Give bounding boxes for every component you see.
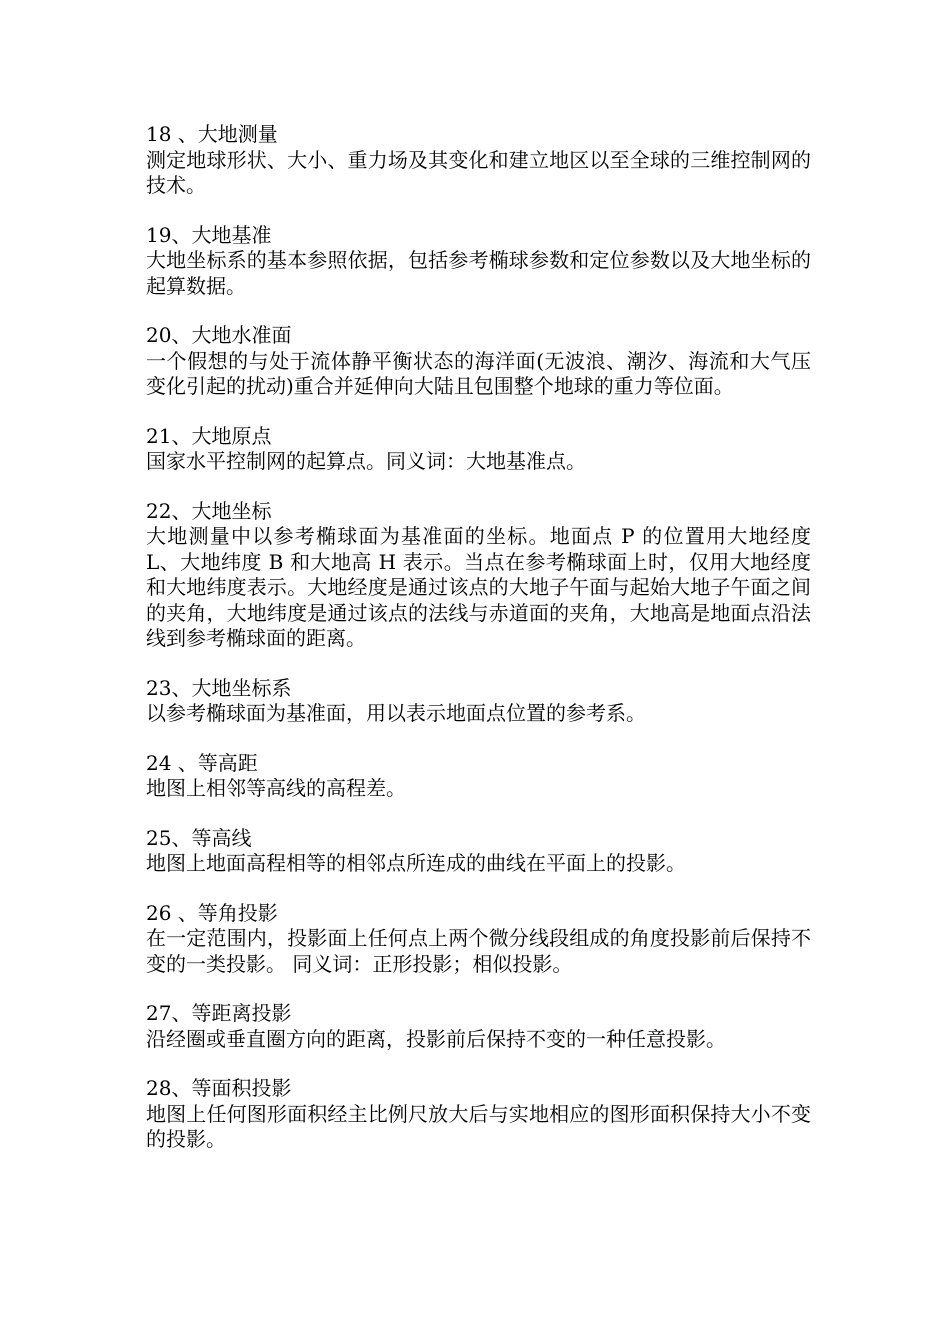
entry-definition: 地图上地面高程相等的相邻点所连成的曲线在平面上的投影。 — [146, 851, 686, 875]
entry-term: 23、大地坐标系 — [146, 675, 292, 700]
entry-definition: 大地坐标系的基本参照依据，包括参考椭球参数和定位参数以及大地坐标的起算数据。 — [146, 248, 811, 298]
glossary-entry — [146, 826, 811, 877]
entry-definition: 地图上任何图形面积经主比例尺放大后与实地相应的图形面积保持大小不变的投影。 — [146, 1101, 811, 1151]
entry-definition: 大地测量中以参考椭球面为基准面的坐标。地面点 P 的位置用大地经度 L、大地纬度 B 和大地高 H 表示。当点在参考椭球面上时，仅用大地经度和大地纬度表示。大地经度是通过该点的大地子午面与起始大地子午面之间的夹角，大地纬度是通过该点的法线与赤道面的夹角，大地高是地面点沿法线到参考椭球面的距离。 — [146, 524, 811, 650]
glossary-entry — [146, 1001, 811, 1052]
glossary-content — [146, 122, 811, 1177]
glossary-entry — [146, 499, 811, 652]
glossary-entry — [146, 1076, 811, 1153]
glossary-entry — [146, 901, 811, 978]
entry-term: 28、等面积投影 — [146, 1076, 292, 1100]
glossary-entry — [146, 751, 811, 802]
entry-definition: 在一定范围内，投影面上任何点上两个微分线段组成的角度投影前后保持不变的一类投影。 同义词：正形投影；相似投影。 — [146, 926, 811, 976]
entry-term: 22、大地坐标 — [146, 498, 272, 523]
entry-definition: 地图上相邻等高线的高程差。 — [146, 776, 406, 800]
glossary-entry — [146, 424, 811, 475]
entry-term: 25、等高线 — [146, 825, 252, 850]
entry-term: 18 、大地测量 — [146, 122, 278, 146]
entry-term: 27、等距离投影 — [146, 1001, 292, 1025]
entry-definition: 一个假想的与处于流体静平衡状态的海洋面(无波浪、潮汐、海流和大气压变化引起的扰动)重合并延伸向大陆且包围整个地球的重力等位面。 — [146, 348, 811, 398]
glossary-entry — [146, 122, 811, 199]
entry-definition: 以参考椭球面为基准面，用以表示地面点位置的参考系。 — [146, 701, 646, 725]
glossary-entry — [146, 676, 811, 727]
entry-definition: 国家水平控制网的起算点。同义词：大地基准点。 — [146, 449, 586, 473]
entry-term: 26 、等角投影 — [146, 900, 278, 925]
entry-term: 24 、等高距 — [146, 750, 258, 775]
glossary-entry — [146, 323, 811, 400]
entry-definition: 沿经圈或垂直圈方向的距离，投影前后保持不变的一种任意投影。 — [146, 1026, 726, 1051]
entry-term: 19、大地基准 — [146, 222, 272, 247]
entry-term: 21、大地原点 — [146, 423, 272, 448]
entry-term: 20、大地水准面 — [146, 323, 292, 347]
glossary-entry — [146, 223, 811, 300]
entry-definition: 测定地球形状、大小、重力场及其变化和建立地区以至全球的三维控制网的技术。 — [146, 147, 811, 197]
